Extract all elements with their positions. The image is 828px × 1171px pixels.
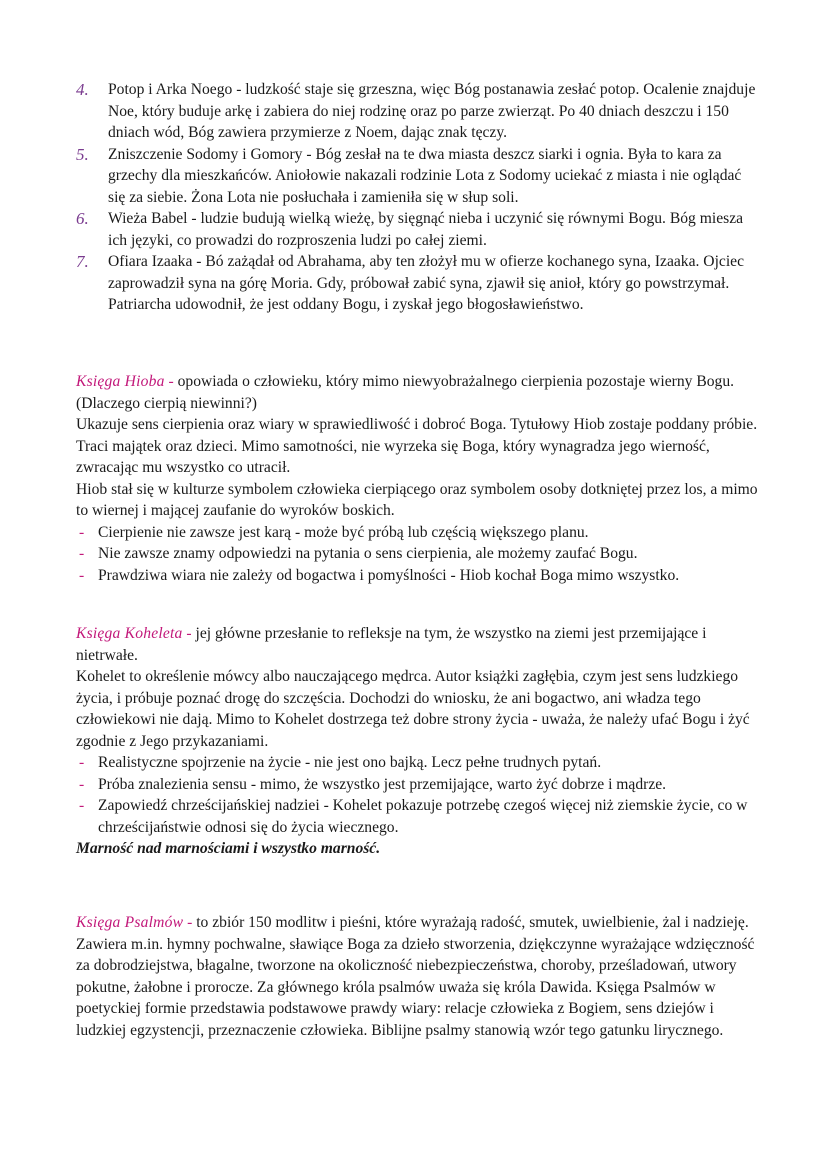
list-item-text: Zniszczenie Sodomy i Gomory - Bóg zesłał na te dwa miasta deszcz siarki i ognia. Była to kara za grzechy dla mieszkańców. Aniołowie nakazali rodzinie Lota z Sodomy uciekać z miasta i nie oglądać się za siebie. Żona Lota nie posłuchała i zamieniła się w słup soli. [108, 145, 742, 206]
dash-bullet-icon: - [79, 754, 85, 771]
bullet-item [76, 774, 766, 796]
motto: Marność nad marnościami i wszystko marność. [76, 840, 381, 857]
dash-bullet-icon: - [79, 523, 85, 541]
section-title: Księga Psalmów [76, 914, 184, 931]
bullet-item [76, 522, 766, 544]
bullet-item [76, 543, 766, 565]
section-intro [76, 623, 766, 666]
list-item [76, 144, 756, 209]
list-number: 7. [76, 252, 89, 271]
paragraph: Hiob stał się w kulturze symbolem człowieka cierpiącego oraz symbolem osoby dotkniętej przez los, a mimo to wiernej i mającej zaufanie do wyroków boskich. [76, 480, 758, 519]
list-item-text: Ofiara Izaaka - Bó zażądał od Abrahama, aby ten złożył mu w ofierze kochanego syna, Izaaka. Ojciec zaprowadził syna na górę Moria. Gdy, próbował zabić syna, zjawił się anioł, który go powstrzymał. Patriarcha udowodnił, że jest oddany Bogu, i zyskał jego błogosławieństwo. [108, 253, 744, 313]
list-number: 6. [76, 209, 89, 228]
intro-text: opowiada o człowieku, który mimo niewyobrażalnego cierpienia pozostaje wierny Bogu. (Dlaczego cierpią niewinni?) [76, 373, 735, 412]
dash-bullet-icon: - [79, 797, 85, 814]
bullet-text: Próba znalezienia sensu - mimo, że wszystko jest przemijające, warto żyć dobrze i mądrze. [98, 775, 667, 793]
numbered-event-list [76, 79, 756, 316]
list-item [76, 208, 756, 251]
list-item-text: Potop i Arka Noego - ludzkość staje się grzeszna, więc Bóg postanawia zesłać potop. Ocalenie znajduje Noe, który buduje arkę i zabiera do niej rodzinę oraz po parze zwierząt. Po 40 dniach deszczu i 150 dniach wód, Bóg zawiera przymierze z Noem, dając znak tęczy. [108, 81, 756, 141]
paragraph: Kohelet to określenie mówcy albo nauczającego mędrca. Autor książki zagłębia, czym jest sens ludzkiego życia, i próbuje poznać drogę do szczęścia. Dochodzi do wniosku, że ani bogactwo, ani władza tego człowiekowi nie dają. Mimo to Kohelet dostrzega też dobre strony życia - uważa, że należy ufać Bogu i żyć zgodnie z Jego przykazaniami. [76, 668, 750, 750]
title-separator: - [183, 914, 197, 931]
list-number: 4. [76, 80, 89, 99]
section-psalmy [76, 912, 766, 1041]
list-item-text: Wieża Babel - ludzie budują wielką wieżę, by sięgnąć nieba i uczynić się równymi Bogu. Bóg miesza ich języki, co prowadzi do rozproszenia ludzi po całej ziemi. [108, 210, 744, 249]
dash-bullet-icon: - [79, 775, 85, 793]
bullet-item [76, 752, 766, 774]
section-title: Księga Koheleta [76, 625, 183, 642]
body-text: to zbiór 150 modlitw i pieśni, które wyrażają radość, smutek, uwielbienie, żal i nadzieję. Zawiera m.in. hymny pochwalne, sławiące Boga za dzieło stworzenia, dziękczynne wyrażające wdzięczność za dobrodziejstwa, błagalne, tworzone na okoliczność niebezpieczeństwa, choroby, prześladowań, utwory pokutne, żałobne i prorocze. Za głównego króla psalmów uważa się króla Dawida. Księga Psalmów w poetyckiej formie przedstawia podstawowe prawdy wiary: relacje człowieka z Bogiem, sens dziejów i ludzkiej egzystencji, przeznaczenie człowieka. Biblijne psalmy stanowią wzór tego gatunku lirycznego. [76, 914, 755, 1039]
list-number: 5. [76, 144, 89, 164]
dash-bullet-icon: - [79, 545, 85, 562]
title-separator: - [182, 625, 196, 642]
intro-text: jej główne przesłanie to refleksje na tym, że wszystko na ziemi jest przemijające i nietrwałe. [76, 625, 707, 664]
bullet-text: Zapowiedź chrześcijańskiej nadziei - Kohelet pokazuje potrzebę czegoś więcej niż ziemskie życie, co w chrześcijaństwie odnosi się do życia wiecznego. [98, 797, 748, 836]
section-kohelet [76, 623, 766, 860]
bullet-item [76, 565, 766, 587]
bullet-item [76, 795, 766, 838]
bullet-text: Nie zawsze znamy odpowiedzi na pytania o sens cierpienia, ale możemy zaufać Bogu. [98, 545, 638, 562]
paragraph: Ukazuje sens cierpienia oraz wiary w sprawiedliwość i dobroć Boga. Tytułowy Hiob zostaje poddany próbie. Traci majątek oraz dzieci. Mimo samotności, nie wyrzeka się Boga, który wynagradza jego wierność, zwracając mu wszystko co utracił. [76, 416, 758, 476]
bullet-text: Prawdziwa wiara nie zależy od bogactwa i pomyślności - Hiob kochał Boga mimo wszystko. [98, 566, 680, 584]
list-item [76, 251, 756, 316]
bullet-text: Cierpienie nie zawsze jest karą - może być próbą lub częścią większego planu. [98, 523, 589, 541]
section-title: Księga Hioba [76, 373, 165, 390]
section-body [76, 912, 766, 1041]
section-hiob [76, 371, 766, 586]
dash-bullet-icon: - [79, 566, 85, 584]
section-intro [76, 371, 766, 414]
list-item [76, 79, 756, 144]
title-separator: - [164, 373, 178, 390]
bullet-text: Realistyczne spojrzenie na życie - nie jest ono bajką. Lecz pełne trudnych pytań. [98, 754, 602, 771]
